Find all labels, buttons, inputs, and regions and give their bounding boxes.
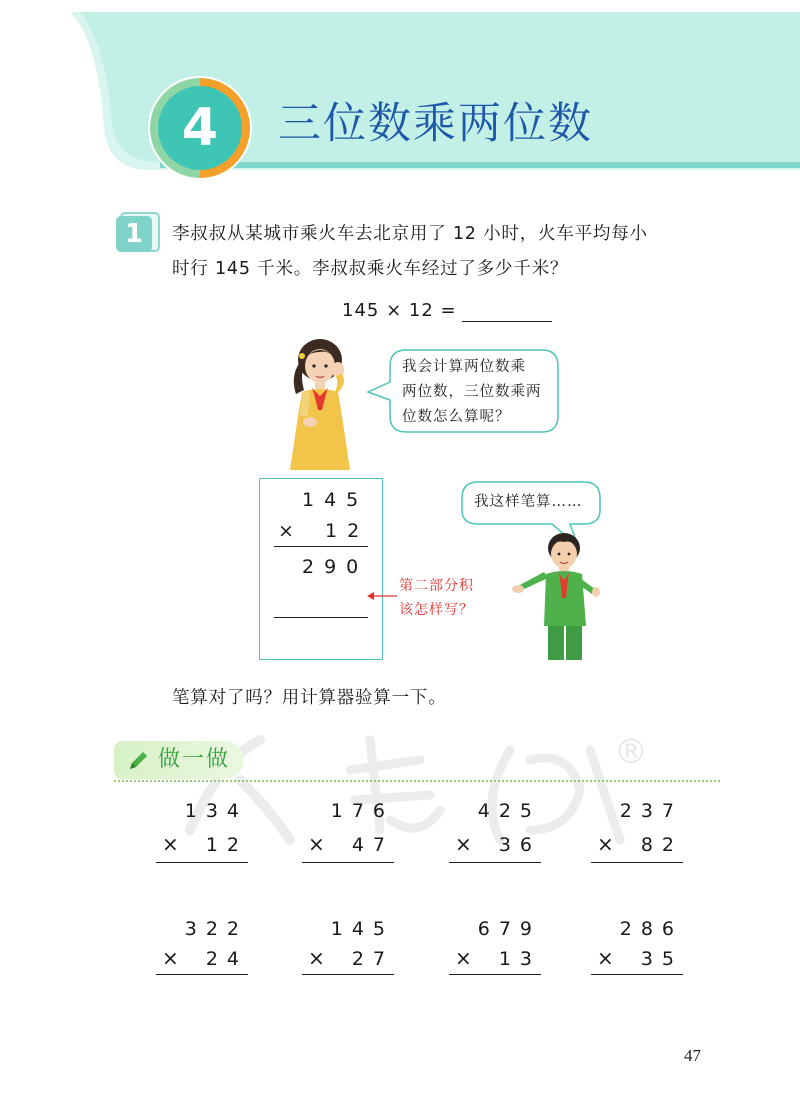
exercise-multiplicand: 679 — [477, 918, 541, 940]
exercise-problem — [156, 800, 252, 880]
exercise-times-sign: × — [162, 832, 179, 856]
calc-multiplicand: 145 — [302, 489, 369, 511]
exercise-underline — [449, 862, 541, 863]
exercise-underline — [591, 862, 683, 863]
pencil-icon — [126, 749, 150, 773]
exercise-multiplicand: 425 — [477, 800, 541, 822]
exercise-title: 做一做 — [158, 747, 231, 772]
exercise-problem — [591, 918, 687, 998]
exercise-multiplicand: 286 — [619, 918, 683, 940]
calc-partial-product-1: 290 — [302, 556, 369, 578]
equation-answer-blank — [462, 321, 552, 322]
problem-text-line-1: 李叔叔从某城市乘火车去北京用了 12 小时，火车平均每小 — [172, 224, 648, 244]
exercise-multiplier: 13 — [498, 948, 541, 970]
exercise-times-sign: × — [597, 832, 614, 856]
exercise-times-sign: × — [308, 946, 325, 970]
note-line-2: 该怎样写？ — [399, 602, 474, 618]
arrow-left-icon — [366, 590, 398, 602]
exercise-multiplier: 35 — [640, 948, 683, 970]
boy-illustration — [508, 528, 600, 660]
exercise-multiplicand: 176 — [330, 800, 394, 822]
exercise-problem — [449, 800, 545, 880]
exercise-multiplicand: 145 — [330, 918, 394, 940]
exercise-multiplier: 47 — [351, 834, 394, 856]
exercise-multiplicand: 134 — [184, 800, 248, 822]
exercise-multiplicand: 322 — [184, 918, 248, 940]
exercise-multiplier: 82 — [640, 834, 683, 856]
calc-line-1 — [274, 546, 368, 547]
exercise-underline — [302, 974, 394, 975]
exercise-multiplier: 24 — [205, 948, 248, 970]
followup-instruction: 笔算对了吗？用计算器验算一下。 — [172, 688, 447, 708]
exercise-underline — [156, 974, 248, 975]
calc-line-2 — [274, 617, 368, 618]
note-line-1: 第二部分积 — [399, 578, 474, 594]
calc-multiplier: 12 — [325, 520, 370, 542]
exercise-multiplier: 27 — [351, 948, 394, 970]
exercise-problem — [156, 918, 252, 998]
exercise-underline — [449, 974, 541, 975]
problem-number: 1 — [116, 216, 152, 252]
exercise-problem — [302, 918, 398, 998]
exercise-times-sign: × — [455, 946, 472, 970]
registered-mark: ® — [614, 732, 648, 772]
chapter-title: 三位数乘两位数 — [278, 99, 593, 149]
equation: 145 × 12 = — [342, 300, 457, 321]
exercise-times-sign: × — [308, 832, 325, 856]
exercise-multiplier: 12 — [205, 834, 248, 856]
exercise-times-sign: × — [162, 946, 179, 970]
girl-bubble-line-3: 位数怎么算呢？ — [402, 409, 511, 425]
girl-illustration — [280, 336, 360, 470]
exercise-multiplicand: 237 — [619, 800, 683, 822]
boy-bubble-text: 我这样笔算…… — [474, 494, 583, 510]
exercise-problem — [591, 800, 687, 880]
problem-text-line-2: 时行 145 千米。李叔叔乘火车经过了多少千米？ — [172, 259, 569, 279]
exercise-times-sign: × — [455, 832, 472, 856]
exercise-multiplier: 36 — [498, 834, 541, 856]
page-number: 47 — [684, 1046, 701, 1065]
exercise-underline — [156, 862, 248, 863]
exercise-problem — [449, 918, 545, 998]
exercise-underline — [302, 862, 394, 863]
girl-bubble-line-2: 两位数，三位数乘两 — [402, 384, 542, 400]
chapter-number: 4 — [181, 98, 219, 158]
girl-bubble-line-1: 我会计算两位数乘 — [402, 359, 526, 375]
exercise-underline — [591, 974, 683, 975]
calc-times-sign: × — [278, 520, 294, 542]
exercise-times-sign: × — [597, 946, 614, 970]
exercise-divider — [114, 780, 720, 782]
problem-number-badge — [116, 216, 158, 258]
exercise-problem — [302, 800, 398, 880]
